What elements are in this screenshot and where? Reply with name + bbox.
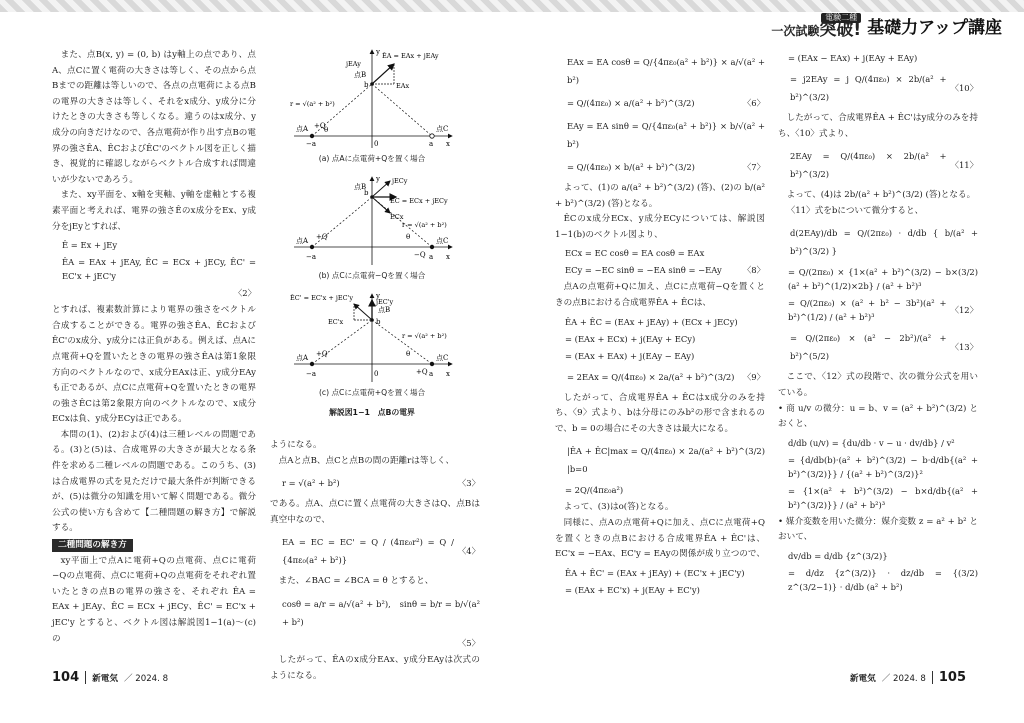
- line-bc: [372, 84, 432, 136]
- issue-right: ／ 2024. 8: [881, 673, 926, 684]
- equation-12a: d(2EAy)/db = Q/(2πε₀) · d/db { b/(a² + b²)^(3/2) }: [790, 228, 978, 257]
- equation-10b: = (EAx + EC'x) + j(EAy + EC'y): [565, 584, 700, 595]
- svg-text:ÊC = ECx + jECy: ÊC = ECx + jECy: [390, 197, 448, 205]
- equation-2b: ÊA = EAx + jEAy, ÊC = ECx + jECy, ÊC' = EC'x + jEC'y: [62, 257, 256, 282]
- equation-12b: = Q/(2πε₀) × {1×(a² + b²)^(3/2) − b×(3/2)(a² + b²)^(1/2)×2b} / (a² + b²)³: [788, 267, 978, 292]
- footer-separator-left: [85, 671, 86, 684]
- col1-paragraph-5: xy平面上で点Aに電荷+Qの点電荷、点Cに電荷−Qの点電荷、点Cに電荷+Qの点電荷をそれぞれ置いたときの点Bの電界の強さを、それぞれ ÊA = EAx + jEAy、ÊC = ECx + jECy、ÊC' = EC'x + jEC'y とすると、ベクトル図は解説図1−1(a)〜(c)の: [52, 555, 256, 644]
- equation-4: EA = EC = EC' = Q / (4πε₀r²) = Q / {4πε₀(a² + b²)} 〈4〉: [282, 537, 480, 566]
- series-tag-exam: 一次試験: [771, 23, 820, 38]
- series-header: [771, 10, 1002, 40]
- label-point-c: 点C: [436, 125, 449, 133]
- col3-paragraph-1: よって、(1)の a/(a² + b²)^(3/2) (答)、(2)の b/(a² + b²)^(3/2) (答)となる。: [555, 183, 765, 209]
- label-zero: 0: [374, 140, 379, 148]
- figure-b: [286, 173, 458, 282]
- series-tag-main: [771, 19, 862, 40]
- label-ea: ÊA = EAx + jEAy: [382, 52, 439, 60]
- figure-a-diagram: [286, 44, 458, 152]
- equation-8b: ECy = −EC sinθ = −EA sinθ = −EAy 〈8〉: [565, 265, 765, 276]
- equation-quotient-1: d/db (u/v) = {du/db · v − u · dv/db} / v²: [788, 437, 955, 448]
- label-x: x: [446, 140, 450, 148]
- col4-paragraph-1: したがって、合成電界ÊA + ÊC'はy成分のみを持ち、〈10〉式より、: [778, 113, 978, 139]
- point-c: [430, 134, 434, 138]
- svg-text:0: 0: [374, 370, 379, 378]
- col4-bullet-parametric: • 媒介変数を用いた微分：媒介変数 z = a² + b² とおいて、: [778, 516, 978, 543]
- series-tag: [771, 13, 861, 38]
- svg-text:点B: 点B: [378, 306, 391, 314]
- equation-5: cosθ = a/r = a/√(a² + b²), sinθ = b/r = b/√(a² + b²): [282, 598, 480, 627]
- equation-9c: = (EAx + EAx) + j(EAy − EAy): [565, 350, 695, 361]
- col1-paragraph-4: 本問の(1)、(2)および(4)は三種レベルの問題である。(3)と(5)は、合成電界の大きさが最大となる条件を求める二種レベルの問題である。このうち、(3)は合成電界の式を見ただけで最大条件が判断できるが、(5)は微分の知識を用いて解く問題である。微分公式の使い方も含めて【二種問題の解き方】で解説する。: [52, 429, 256, 534]
- col3-paragraph-4: したがって、合成電界ÊA + ÊCはx成分のみを持ち、〈9〉式より、bは分母にのみb²の形で含まれるので、b = 0の場合にその大きさは最大になる。: [555, 392, 765, 434]
- column-3: [555, 48, 765, 600]
- vector-ec-b: [372, 197, 390, 213]
- label-r: r = √(a² + b²): [290, 100, 335, 108]
- equation-max-2: = 2Q/(4πε₀a²): [565, 485, 624, 496]
- equation-max-1: |ÊA + ÊC|max = Q/(4πε₀) × 2a/(a² + b²)^(3/2) |b=0: [567, 446, 765, 475]
- svg-text:ECx: ECx: [390, 213, 404, 221]
- svg-text:点B: 点B: [354, 183, 367, 191]
- svg-text:点C: 点C: [436, 237, 449, 245]
- svg-text:r = √(a² + b²): r = √(a² + b²): [402, 221, 447, 229]
- figure-c-diagram: [286, 290, 458, 386]
- svg-text:b: b: [376, 318, 381, 326]
- figure-a-caption: (a) 点Aに点電荷+Qを置く場合: [318, 154, 426, 163]
- svg-text:点A: 点A: [296, 354, 309, 362]
- col4-paragraph-3: 〈11〉式をbについて微分すると、: [786, 205, 924, 216]
- figure-b-diagram: [286, 173, 458, 269]
- col3-paragraph-3: 点Aの点電荷+Qに加え、点Cに点電荷−Qを置くときの点Bにおける合成電界ÊA + ÊCは、: [555, 282, 765, 308]
- svg-text:θ: θ: [406, 350, 411, 358]
- equation-5-number: 〈5〉: [457, 637, 480, 648]
- col2-paragraph-4: また、∠BAC = ∠BCA = θ とすると、: [278, 576, 434, 587]
- equation-13: = Q/(2πε₀) × (a² − 2b²)/(a² + b²)^(5/2) 〈13〉: [790, 333, 978, 362]
- equation-6a: EAx = EA cosθ = Q/{4πε₀(a² + b²)} × a/√(a² + b²): [567, 57, 765, 85]
- svg-text:+Q: +Q: [316, 233, 328, 241]
- svg-text:点C: 点C: [436, 354, 449, 362]
- equation-3: r = √(a² + b²) 〈3〉: [282, 478, 480, 489]
- footer-left: [52, 670, 168, 685]
- label-eax: EAx: [396, 82, 410, 90]
- equation-2-number: 〈2〉: [233, 288, 256, 299]
- figure-c-caption: (c) 点Cに点電荷+Qを置く場合: [318, 388, 426, 397]
- series-title: 基礎力アップ講座: [867, 17, 1002, 38]
- footer-separator-right: [932, 671, 933, 684]
- equation-2a: Ê = Ex + jEy: [62, 240, 118, 251]
- svg-text:jEC'y: jEC'y: [376, 298, 394, 306]
- label-a: a: [429, 140, 434, 148]
- equation-10c: = (EAx − EAx) + j(EAy + EAy): [788, 53, 918, 63]
- vector-ea-b: [372, 181, 390, 197]
- svg-text:EC'x: EC'x: [328, 318, 344, 326]
- equation-param-1: dv/db = d/db {z^(3/2)}: [788, 550, 888, 561]
- series-tag-toppa: 突破: [819, 19, 854, 40]
- svg-text:ÊC' = EC'x + jEC'y: ÊC' = EC'x + jEC'y: [290, 294, 354, 302]
- vector-ea: [372, 64, 394, 84]
- col2-paragraph-3: である。点A、点Cに置く点電荷の大きさはQ、点Bは真空中なので、: [270, 499, 480, 525]
- figure-a: [286, 44, 458, 165]
- equation-param-2: = d/dz {z^(3/2)} · dz/db = {(3/2) z^(3/2−1)} · d/db (a² + b²): [788, 567, 978, 592]
- equation-quotient-2: = {d/db(b)·(a² + b²)^(3/2) − b·d/db{(a² + b²)^(3/2)}} / {(a² + b²)^(3/2)}²: [788, 454, 978, 479]
- figure-block: [286, 44, 458, 419]
- series-tag-small: 電験二種: [821, 13, 861, 23]
- equation-7a: EAy = EA sinθ = Q/{4πε₀(a² + b²)} × b/√(a² + b²): [567, 121, 765, 149]
- series-tag-bang: !: [853, 19, 862, 40]
- column-1: [52, 48, 256, 647]
- equation-12c: = Q/(2πε₀) × (a² + b² − 3b²)(a² + b²)^(1/2) / (a² + b²)³ 〈12〉: [788, 298, 978, 323]
- col1-paragraph-1: また、点B(x, y) = (0, b) はy軸上の点であり、点A、点Cに置く電荷の大きさは等しく、その点から点Bまでの距離は等しいので、各点の点電荷による点Bの電界の大きさは等しく、それをx成分、y成分に分けたときの大きさも等しくなる。違うのはx成分、y成分の向きだけなので、各点電荷が作り出す点Bの電界の強さÊA、ÊCおよびÊC'のベクトル図を正しく描き、視覚的に確認しながらベクトル合成すれば間違いが少ないであろう。: [52, 50, 256, 185]
- page-number-right: 105: [938, 670, 966, 685]
- col4-bullet-quotient: • 商 u/v の微分：u = b、v = (a² + b²)^(3/2) とおくと、: [778, 403, 978, 430]
- svg-text:y: y: [376, 292, 380, 300]
- label-jeay: jEAy: [346, 60, 361, 68]
- col4-paragraph-2: よって、(4)は 2b/(a² + b²)^(3/2) (答)となる。: [786, 190, 976, 201]
- equation-quotient-3: = {1×(a² + b²)^(3/2) − b×d/db{(a² + b²)^(3/2)}} / (a² + b²)³: [788, 485, 978, 510]
- equation-9a: ÊA + ÊC = (EAx + jEAy) + (ECx + jECy): [565, 316, 738, 327]
- figure-b-caption: (b) 点Cに点電荷−Qを置く場合: [318, 271, 426, 280]
- magazine-name-left: 新電気: [92, 673, 118, 684]
- svg-text:+Q: +Q: [316, 350, 328, 358]
- magazine-name-right: 新電気: [849, 673, 876, 684]
- label-point-a: 点A: [296, 125, 309, 133]
- column-2: [270, 438, 480, 684]
- svg-text:a: a: [429, 370, 434, 378]
- col2-paragraph-1: ようになる。: [270, 440, 322, 450]
- equation-7b: = Q/(4πε₀) × b/(a² + b²)^(3/2) 〈7〉: [567, 162, 765, 172]
- label-y: y: [376, 48, 380, 56]
- svg-text:b: b: [364, 189, 369, 197]
- col3-paragraph-2: ÊCのx成分ECx、y成分ECyについては、解説図1−1(b)のベクトル図より、: [555, 214, 765, 240]
- svg-text:−a: −a: [306, 253, 317, 261]
- equation-11: 2EAy = Q/(4πε₀) × 2b/(a² + b²)^(3/2) 〈11〉: [790, 151, 978, 180]
- figure-c: [286, 290, 458, 399]
- issue-left: ／ 2024. 8: [123, 673, 169, 684]
- svg-text:r = √(a² + b²): r = √(a² + b²): [402, 332, 447, 340]
- svg-text:jECy: jECy: [392, 177, 408, 185]
- col3-paragraph-6: 同様に、点Aの点電荷+Qに加え、点Cに点電荷+Qを置くときの点Bにおける合成電界ÊA + ÊC'は、EC'x = −EAx、EC'y = EAyの関係が成り立つので、: [555, 517, 765, 560]
- svg-text:x: x: [446, 370, 450, 378]
- label-b: b: [364, 81, 369, 89]
- svg-text:y: y: [376, 175, 380, 183]
- svg-text:θ: θ: [406, 233, 411, 241]
- equation-9b: = (EAx + ECx) + j(EAy + ECy): [565, 333, 696, 344]
- svg-text:−Q: −Q: [414, 251, 426, 259]
- footer-right: [850, 670, 966, 685]
- col2-paragraph-5: したがって、ÊAのx成分EAx、y成分EAyは次式のようになる。: [270, 654, 480, 681]
- point-a: [310, 134, 314, 138]
- point-b: [370, 82, 374, 86]
- figure-title: 解説図1−1 点Bの電界: [329, 408, 415, 417]
- col2-paragraph-2: 点Aと点B、点Cと点Bの間の距離rは等しく、: [278, 455, 455, 466]
- col4-paragraph-4: ここで、〈12〉式の段階で、次の微分公式を用いている。: [778, 372, 978, 398]
- svg-text:a: a: [429, 253, 434, 261]
- svg-text:点A: 点A: [296, 237, 309, 245]
- equation-9d: = 2EAx = Q/(4πε₀) × 2a/(a² + b²)^(3/2) 〈9〉: [567, 371, 765, 382]
- column-4: [778, 48, 978, 597]
- svg-text:x: x: [446, 253, 450, 261]
- col1-paragraph-3: とすれば、複素数計算により電界の強さをベクトル合成することができる。電界の強さÊA、ÊCおよびÊC'のx成分、y成分には正負がある。例えば、点Aに点電荷+Qを置いたときの電界の強さÊAは第1象限方向のベクトルなので、x成分EAxは正、y成分EAyも正であるが、点Cに点電荷+Qを置いたときの電界の強さÊCは第2象限方向のベクトルなので、x成分ECxは負、y成分ECyは正である。: [52, 305, 256, 425]
- col3-paragraph-5: よって、(3)はo(答)となる。: [563, 502, 674, 513]
- label-point-b: 点B: [354, 71, 367, 79]
- equation-10a: ÊA + ÊC' = (EAx + jEAy) + (EC'x + jEC'y): [565, 567, 745, 578]
- vector-ecp-c: [354, 304, 372, 320]
- page-number-left: 104: [52, 670, 80, 685]
- label-theta: θ: [324, 126, 329, 134]
- svg-text:+Q: +Q: [416, 368, 428, 376]
- col1-paragraph-2: また、xy平面を、x軸を実軸、y軸を虚軸とする複素平面と考えれば、電界の強さÊのx成分をEx、y成分をjEyとすれば、: [52, 190, 256, 232]
- equation-6b: = Q/(4πε₀) × a/(a² + b²)^(3/2) 〈6〉: [567, 98, 765, 108]
- equation-10d: = j2EAy = j Q/(4πε₀) × 2b/(a² + b²)^(3/2) 〈10〉: [790, 74, 978, 102]
- label-plus-q-a: +Q: [314, 122, 326, 130]
- label-minus-a: −a: [306, 140, 317, 148]
- equation-8a: ECx = EC cosθ = EA cosθ = EAx: [565, 248, 705, 259]
- svg-text:−a: −a: [306, 370, 317, 378]
- section-heading: 二種問題の解き方: [52, 539, 133, 552]
